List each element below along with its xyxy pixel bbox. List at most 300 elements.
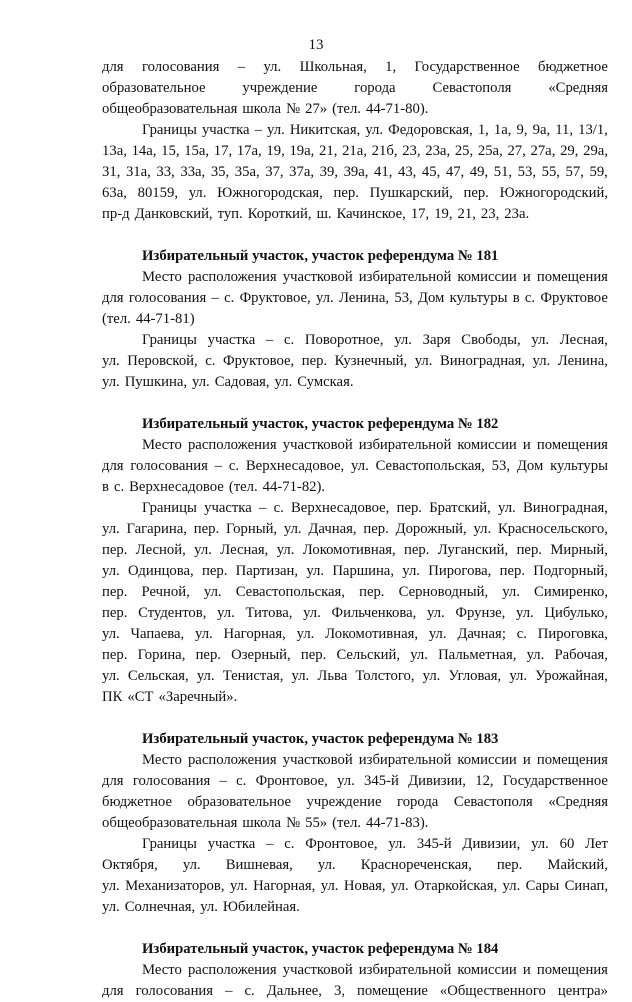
word: – bbox=[214, 458, 223, 474]
section-heading-181: Избирательный участок, участок референдума № 181 bbox=[142, 248, 499, 264]
word: Сельский, bbox=[336, 647, 401, 663]
word: Лесной, bbox=[135, 542, 186, 558]
word: помещения bbox=[536, 962, 608, 978]
word: участковой bbox=[282, 752, 353, 768]
word: ул. bbox=[410, 647, 428, 663]
word: ул. bbox=[427, 605, 445, 621]
word: ул. bbox=[337, 773, 355, 789]
word: 15, bbox=[161, 143, 180, 159]
word: Октября, bbox=[102, 857, 158, 873]
word: Рабочая, bbox=[554, 647, 608, 663]
word: Отаркойская, bbox=[414, 878, 498, 894]
word: города bbox=[354, 80, 396, 96]
paragraph-gap bbox=[102, 708, 608, 729]
word: общеобразовательная bbox=[102, 815, 238, 831]
word: 29, bbox=[560, 143, 579, 159]
word: «Средняя bbox=[548, 794, 608, 810]
word: с. bbox=[228, 458, 240, 474]
word: Пирогова, bbox=[428, 563, 492, 579]
word: 13/1, bbox=[578, 122, 608, 138]
word: – bbox=[225, 983, 233, 999]
word: 49, bbox=[469, 164, 489, 180]
word: культуры bbox=[550, 458, 608, 474]
word: участковой bbox=[282, 962, 353, 978]
text-line bbox=[102, 603, 608, 624]
word: Дом bbox=[417, 290, 445, 306]
word: 44-71-83). bbox=[365, 815, 429, 831]
word: в bbox=[102, 479, 109, 495]
word: с. bbox=[244, 983, 255, 999]
word: 43, bbox=[397, 164, 417, 180]
word: Перовской, bbox=[127, 353, 198, 369]
word: школа bbox=[242, 815, 282, 831]
word: ул. bbox=[502, 878, 521, 894]
word: с. bbox=[205, 353, 216, 369]
word: комиссии bbox=[457, 962, 517, 978]
word: участка bbox=[207, 836, 256, 852]
word: Южногородская, bbox=[217, 185, 323, 201]
word: «СТ bbox=[127, 689, 154, 705]
word: с. bbox=[283, 332, 295, 348]
word: Майский, bbox=[547, 857, 608, 873]
word: Заря bbox=[422, 332, 451, 348]
word: ул. bbox=[502, 584, 520, 600]
word: комиссии bbox=[457, 752, 517, 768]
word: – bbox=[266, 836, 274, 852]
text-line bbox=[102, 540, 608, 561]
word: расположения bbox=[187, 437, 277, 453]
word: Верхнесадовое bbox=[129, 479, 224, 495]
word: Паршина, bbox=[332, 563, 395, 579]
word: 41, bbox=[374, 164, 393, 180]
word: Севастопольская, bbox=[235, 584, 345, 600]
word: Нагорная, bbox=[253, 878, 316, 894]
word: Федоровская, bbox=[388, 122, 473, 138]
text-line bbox=[102, 288, 608, 309]
word: для bbox=[102, 773, 124, 789]
word: 45, bbox=[421, 164, 441, 180]
word: Виноградная, bbox=[439, 353, 525, 369]
word: Южногородский, bbox=[499, 185, 608, 201]
text-line bbox=[102, 582, 608, 603]
word: голосования bbox=[132, 773, 211, 789]
word: 55, bbox=[541, 164, 560, 180]
word: 1а, bbox=[493, 122, 512, 138]
word: Братский, bbox=[429, 500, 491, 516]
word: ул. bbox=[422, 668, 441, 684]
word: для bbox=[102, 59, 124, 75]
word: 12, bbox=[475, 773, 494, 789]
word: Государственное bbox=[502, 773, 608, 789]
word: Границы bbox=[142, 500, 197, 516]
word: и bbox=[522, 752, 531, 768]
word: ул. bbox=[388, 836, 407, 852]
word: ул. bbox=[394, 332, 412, 348]
word: 33, bbox=[156, 164, 175, 180]
word: города bbox=[397, 794, 439, 810]
text-line bbox=[102, 372, 608, 393]
word: Подгорный, bbox=[533, 563, 608, 579]
text-line bbox=[102, 456, 608, 477]
word: и bbox=[522, 437, 531, 453]
word: 17, bbox=[213, 143, 233, 159]
text-line bbox=[102, 771, 608, 792]
word: 21б, bbox=[371, 143, 398, 159]
word: ул. bbox=[102, 521, 120, 537]
word: 60 bbox=[559, 836, 575, 852]
word: 21а, bbox=[342, 143, 367, 159]
word: ул. bbox=[428, 626, 447, 642]
word: Цибулько, bbox=[544, 605, 608, 621]
word: с. bbox=[113, 479, 125, 495]
text-line bbox=[102, 645, 608, 666]
word: голосования bbox=[130, 458, 208, 474]
word: ул. bbox=[414, 353, 433, 369]
word: 35, bbox=[210, 164, 230, 180]
word: Локомотивная, bbox=[302, 542, 396, 558]
word: Угловая, bbox=[448, 668, 502, 684]
word: бюджетное bbox=[537, 59, 608, 75]
word: Титова, bbox=[245, 605, 293, 621]
word: Границы bbox=[142, 836, 197, 852]
word: 11, bbox=[555, 122, 574, 138]
word: расположения bbox=[187, 752, 277, 768]
word: Дивизии, bbox=[462, 836, 521, 852]
word: ул. bbox=[195, 626, 213, 642]
word: ул. bbox=[315, 290, 334, 306]
word: Льва bbox=[317, 668, 348, 684]
word: Фронтовое, bbox=[305, 836, 378, 852]
word: пер. bbox=[359, 584, 385, 600]
word: Озерный, bbox=[231, 647, 291, 663]
text-line bbox=[102, 834, 608, 855]
word: пр-д bbox=[102, 206, 130, 222]
word: Севастополя bbox=[432, 80, 512, 96]
word: Ленина, bbox=[338, 290, 390, 306]
word: с. bbox=[236, 773, 247, 789]
word: 44-71-81) bbox=[135, 311, 195, 327]
word: «Общественного bbox=[439, 983, 546, 999]
word: Красносельского, bbox=[497, 521, 608, 537]
word: ул. bbox=[217, 605, 235, 621]
word: центра» bbox=[557, 983, 608, 999]
word: ул. bbox=[267, 122, 285, 138]
text-line bbox=[102, 666, 608, 687]
word: 13а, bbox=[102, 143, 127, 159]
word: Пальметная, bbox=[438, 647, 517, 663]
word: пер. bbox=[301, 353, 328, 369]
word: помещения bbox=[536, 437, 608, 453]
word: пер. bbox=[102, 605, 128, 621]
word: 19а, bbox=[289, 143, 315, 159]
word: 9, bbox=[516, 122, 528, 138]
word: Фрунзе, bbox=[455, 605, 506, 621]
page-number: 13 bbox=[308, 37, 324, 53]
word: Дорожный, bbox=[395, 521, 467, 537]
word: Границы bbox=[142, 122, 197, 138]
word: 44-71-82). bbox=[262, 479, 326, 495]
word: «Заречный». bbox=[158, 689, 238, 705]
word: Новая, bbox=[343, 878, 386, 894]
word: избирательной bbox=[358, 437, 452, 453]
word: ул. bbox=[473, 521, 492, 537]
word: 23, bbox=[402, 143, 421, 159]
word: ул. bbox=[203, 584, 222, 600]
word: участка bbox=[201, 122, 250, 138]
word: пер. bbox=[499, 563, 526, 579]
word: 23а, bbox=[425, 143, 451, 159]
word: образовательное bbox=[187, 794, 291, 810]
word: Речной, bbox=[141, 584, 190, 600]
word: общеобразовательная bbox=[102, 101, 238, 117]
word: ул. bbox=[276, 542, 295, 558]
word: ул. bbox=[532, 353, 551, 369]
word: Урожайная, bbox=[535, 668, 608, 684]
text-line bbox=[102, 561, 608, 582]
word: 37, bbox=[265, 164, 284, 180]
word: «Средняя bbox=[548, 80, 608, 96]
text-line bbox=[102, 519, 608, 540]
text-line bbox=[102, 267, 608, 288]
section-heading-183: Избирательный участок, участок референдума № 183 bbox=[142, 731, 499, 747]
word: в bbox=[512, 290, 520, 306]
word: ПК bbox=[102, 689, 123, 705]
word: ул. bbox=[296, 626, 315, 642]
word: голосования bbox=[128, 290, 207, 306]
word: Фруктовое bbox=[540, 290, 608, 306]
text-line bbox=[102, 960, 608, 981]
word: пер. bbox=[363, 521, 389, 537]
text-line bbox=[102, 981, 608, 1002]
word: (тел. bbox=[332, 101, 361, 117]
word: Гагарина, bbox=[126, 521, 187, 537]
word: 39а, bbox=[343, 164, 369, 180]
word: ул. bbox=[390, 878, 409, 894]
word: – bbox=[237, 59, 246, 75]
word: Верхнесадовое, bbox=[291, 500, 390, 516]
word: избирательной bbox=[358, 962, 452, 978]
word: Границы bbox=[142, 332, 197, 348]
word: Механизаторов, bbox=[125, 878, 225, 894]
word: ул. bbox=[306, 563, 325, 579]
word: Тенистая, bbox=[222, 668, 284, 684]
word: 25, bbox=[454, 143, 474, 159]
text-line bbox=[102, 183, 608, 204]
paragraph-gap bbox=[102, 393, 608, 414]
word: ул. bbox=[102, 353, 120, 369]
word: Локомотивная, bbox=[325, 626, 419, 642]
word: комиссии bbox=[457, 269, 517, 285]
word: 14а, bbox=[131, 143, 157, 159]
word: 21, bbox=[457, 206, 476, 222]
word: Краснореченская, bbox=[360, 857, 472, 873]
word: Дачная; bbox=[457, 626, 506, 642]
word: Солнечная, bbox=[124, 899, 196, 915]
word: ул. bbox=[351, 458, 369, 474]
word: с. bbox=[524, 290, 536, 306]
word: пер. bbox=[333, 185, 359, 201]
word: пер. bbox=[195, 647, 221, 663]
word: Школьная, bbox=[299, 59, 367, 75]
text-line bbox=[102, 687, 608, 708]
word: пер. bbox=[516, 542, 542, 558]
word: культуры bbox=[449, 290, 508, 306]
word: Сумская. bbox=[297, 374, 354, 390]
word: образовательное bbox=[102, 80, 206, 96]
word: 345-й bbox=[364, 773, 399, 789]
word: ул. bbox=[192, 374, 210, 390]
paragraph-gap bbox=[102, 225, 608, 246]
word: Короткий, bbox=[247, 206, 312, 222]
word: 21, bbox=[319, 143, 338, 159]
word: помещения bbox=[536, 752, 608, 768]
word: ул. bbox=[509, 668, 528, 684]
word: 33а, bbox=[180, 164, 206, 180]
word: ул. bbox=[531, 332, 550, 348]
word: 63а, bbox=[102, 185, 127, 201]
word: голосования bbox=[135, 983, 214, 999]
word: (тел. bbox=[228, 479, 258, 495]
word: ул. bbox=[498, 500, 516, 516]
word: и bbox=[522, 269, 531, 285]
word: 35а, bbox=[234, 164, 260, 180]
word: № bbox=[286, 815, 301, 831]
word: Качинское, bbox=[336, 206, 406, 222]
word: 25а, bbox=[477, 143, 503, 159]
word: Место bbox=[142, 269, 182, 285]
word: – bbox=[265, 332, 274, 348]
word: 53, bbox=[517, 164, 537, 180]
word: 15а, bbox=[184, 143, 210, 159]
word: Севастопольская, bbox=[375, 458, 485, 474]
word: 17, bbox=[410, 206, 430, 222]
word: 17а, bbox=[236, 143, 262, 159]
word: Мирный, bbox=[550, 542, 608, 558]
word: 47, bbox=[445, 164, 465, 180]
word: с. bbox=[224, 290, 235, 306]
word: 29а, bbox=[583, 143, 608, 159]
word: ул. bbox=[274, 374, 293, 390]
word: 23, bbox=[480, 206, 500, 222]
word: пер. bbox=[496, 857, 523, 873]
word: 9а, bbox=[532, 122, 551, 138]
word: ул. bbox=[303, 605, 321, 621]
word: пер. bbox=[404, 542, 430, 558]
word: 31а, bbox=[125, 164, 151, 180]
word: ул. bbox=[402, 563, 420, 579]
word: ул. bbox=[102, 563, 120, 579]
word: Лесная, bbox=[220, 542, 269, 558]
word: Вишневая, bbox=[225, 857, 293, 873]
word: Фруктовое, bbox=[239, 290, 311, 306]
word: Лесная, bbox=[559, 332, 608, 348]
text-line bbox=[102, 141, 608, 162]
word: ул. bbox=[200, 899, 218, 915]
word: 1, bbox=[385, 59, 397, 75]
word: ул. bbox=[531, 836, 549, 852]
text-line bbox=[102, 204, 608, 225]
word: 39, bbox=[319, 164, 338, 180]
word: Садовая, bbox=[214, 374, 270, 390]
word: участка bbox=[207, 332, 256, 348]
word: расположения bbox=[187, 269, 277, 285]
word: ул. bbox=[102, 899, 120, 915]
word: Верхнесадовое, bbox=[245, 458, 345, 474]
word: Симиренко, bbox=[534, 584, 608, 600]
text-line bbox=[102, 78, 608, 99]
word: Дальнее, bbox=[266, 983, 322, 999]
word: Дачная, bbox=[308, 521, 357, 537]
word: с. bbox=[284, 836, 295, 852]
word: Фильченкова, bbox=[331, 605, 417, 621]
word: – bbox=[258, 500, 267, 516]
word: Лет bbox=[585, 836, 608, 852]
text-line bbox=[102, 876, 608, 897]
word: Сельская, bbox=[127, 668, 189, 684]
word: 345-й bbox=[416, 836, 452, 852]
word: (тел. bbox=[102, 311, 131, 327]
word: с. bbox=[516, 626, 527, 642]
word: № bbox=[286, 101, 301, 117]
word: ш. bbox=[316, 206, 332, 222]
word: ул. bbox=[283, 521, 302, 537]
word: Фронтовое, bbox=[255, 773, 328, 789]
word: Пироговка, bbox=[537, 626, 608, 642]
word: пер. bbox=[396, 500, 422, 516]
paragraph-gap bbox=[102, 918, 608, 939]
word: ул. bbox=[365, 122, 384, 138]
word: Пушкина, bbox=[124, 374, 188, 390]
text-line bbox=[102, 477, 608, 498]
word: Дом bbox=[516, 458, 544, 474]
text-line bbox=[102, 750, 608, 771]
word: школа bbox=[242, 101, 282, 117]
word: ул. bbox=[102, 374, 120, 390]
word: 80159, bbox=[137, 185, 178, 201]
word: избирательной bbox=[358, 752, 452, 768]
word: ул. bbox=[229, 878, 248, 894]
word: Пушкарский, bbox=[369, 185, 453, 201]
word: Место bbox=[142, 962, 182, 978]
word: для bbox=[102, 983, 124, 999]
word: Горный, bbox=[225, 521, 278, 537]
word: Свободы, bbox=[461, 332, 521, 348]
word: 59, bbox=[589, 164, 608, 180]
word: 57, bbox=[565, 164, 584, 180]
word: 51, bbox=[493, 164, 513, 180]
word: пер. bbox=[201, 563, 228, 579]
word: Синап, bbox=[564, 878, 608, 894]
word: Место bbox=[142, 752, 182, 768]
word: комиссии bbox=[457, 437, 517, 453]
text-line bbox=[102, 162, 608, 183]
word: Кузнечный, bbox=[334, 353, 408, 369]
word: пер. bbox=[102, 584, 128, 600]
word: Нагорная, bbox=[223, 626, 286, 642]
word: Место bbox=[142, 437, 182, 453]
word: Одинцова, bbox=[127, 563, 194, 579]
word: Чапаева, bbox=[130, 626, 185, 642]
word: 23а. bbox=[504, 206, 530, 222]
word: пер. bbox=[102, 542, 128, 558]
word: участковой bbox=[282, 437, 353, 453]
word: Севастополя bbox=[453, 794, 533, 810]
word: ул. bbox=[188, 185, 207, 201]
word: Поворотное, bbox=[304, 332, 384, 348]
word: ул. bbox=[194, 542, 212, 558]
word: голосования bbox=[141, 59, 220, 75]
word: 19, bbox=[266, 143, 285, 159]
